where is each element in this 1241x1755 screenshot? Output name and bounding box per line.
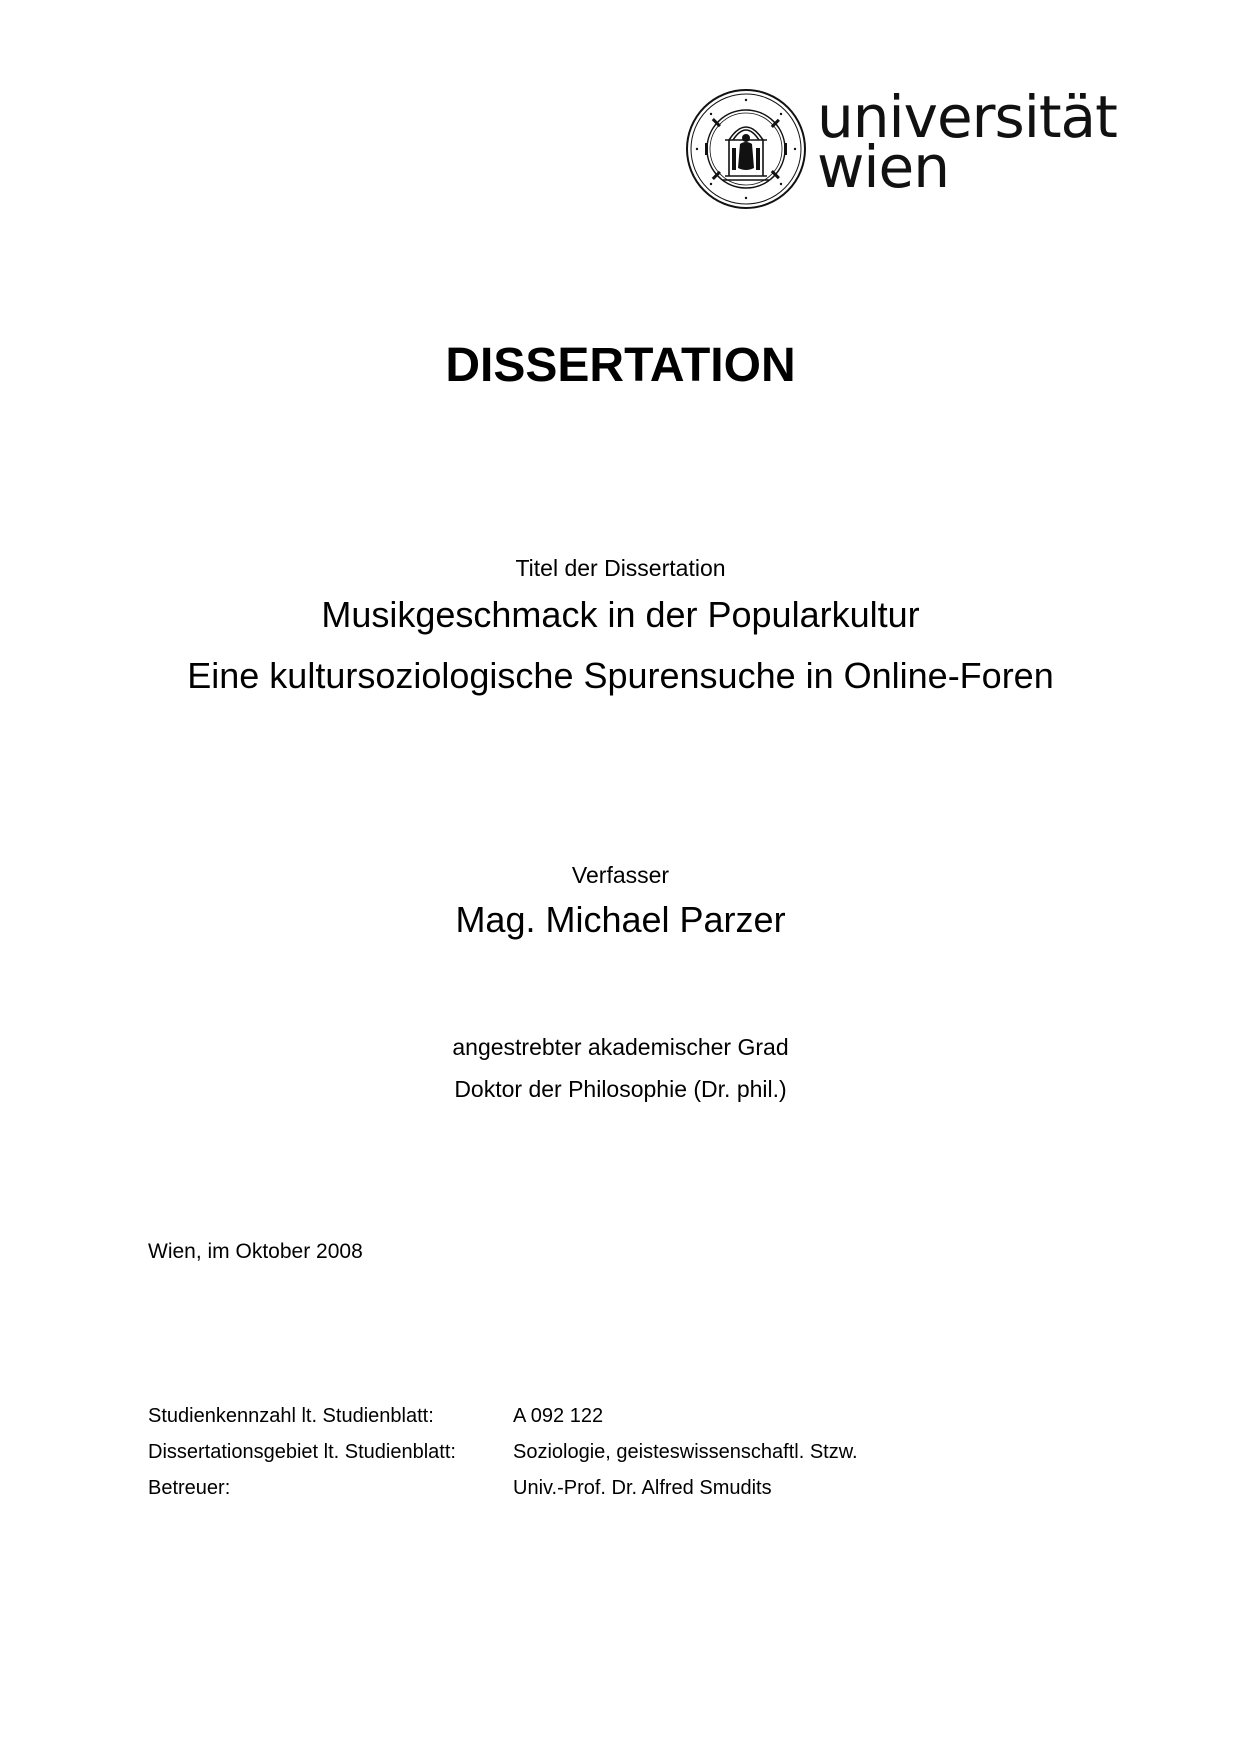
details-value: Soziologie, geisteswissenschaftl. Stzw. (513, 1441, 858, 1463)
degree-name: Doktor der Philosophie (Dr. phil.) (454, 1076, 787, 1102)
details-key: Studienkennzahl lt. Studienblatt: (148, 1405, 434, 1427)
dissertation-title: Musikgeschmack in der Popularkultur (321, 594, 920, 635)
university-wordmark (817, 83, 1117, 201)
degree-label: angestrebter akademischer Grad (452, 1034, 789, 1060)
document-type-heading: DISSERTATION (445, 339, 796, 392)
details-key: Dissertationsgebiet lt. Studienblatt: (148, 1441, 456, 1463)
details-value: Univ.-Prof. Dr. Alfred Smudits (513, 1477, 772, 1499)
dissertation-subtitle: Eine kultursoziologische Spurensuche in Online-Foren (187, 655, 1054, 696)
title-label: Titel der Dissertation (515, 555, 726, 581)
details-row (148, 1438, 1048, 1474)
details-row (148, 1474, 1048, 1510)
details-table (148, 1402, 1048, 1510)
wordmark-line-2: wien (817, 133, 949, 201)
details-row (148, 1402, 1048, 1438)
university-logo (685, 83, 1125, 212)
author-name: Mag. Michael Parzer (455, 899, 786, 940)
place-date: Wien, im Oktober 2008 (148, 1240, 363, 1263)
university-seal-icon (685, 88, 807, 210)
wordmark-line-1: universität (817, 83, 1117, 151)
details-key: Betreuer: (148, 1477, 231, 1499)
author-label: Verfasser (571, 862, 670, 888)
details-value: A 092 122 (513, 1405, 604, 1427)
